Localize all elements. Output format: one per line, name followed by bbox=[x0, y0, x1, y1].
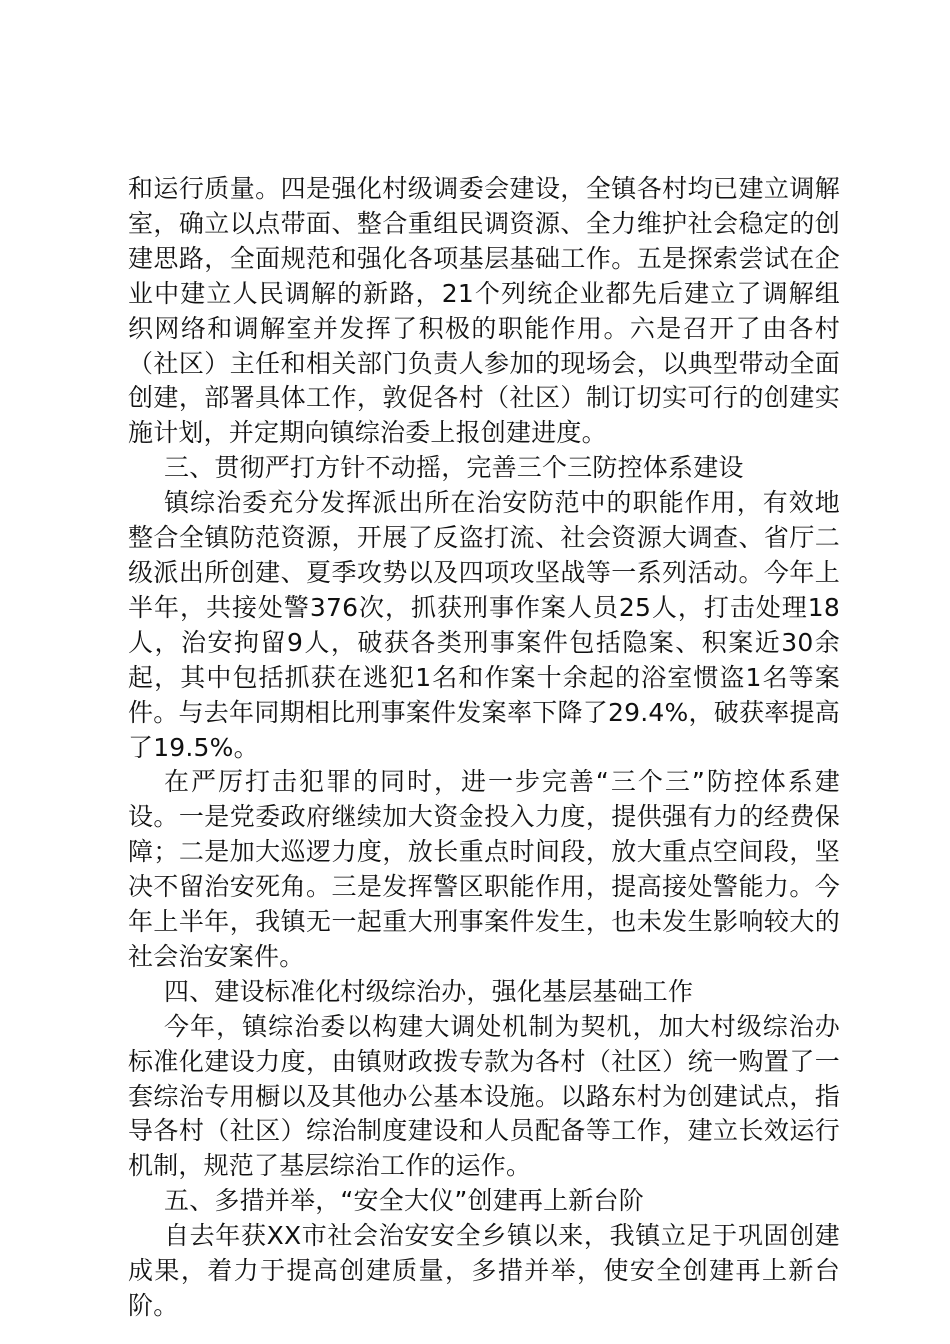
paragraph: 在严厉打击犯罪的同时，进一步完善“三个三”防控体系建设。一是党委政府继续加大资金投入力度，提供强有力的经费保障；二是加大巡逻力度，放长重点时间段，放大重点空间段，坚决不留治安死角。三是发挥警区职能作用，提高接处警能力。今年上半年，我镇无一起重大刑事案件发生，也未发生影响较大的社会治安案件。 bbox=[128, 767, 840, 971]
document-body bbox=[128, 172, 840, 1324]
paragraph: 镇综治委充分发挥派出所在治安防范中的职能作用，有效地整合全镇防范资源，开展了反盗打流、社会资源大调查、省厅二级派出所创建、夏季攻势以及四项攻坚战等一系列活动。今年上半年，共接处警376次，抓获刑事作案人员25人，打击处理18人，治安拘留9人，破获各类刑事案件包括隐案、积案近30余起，其中包括抓获在逃犯1名和作案十余起的浴室惯盗1名等案件。与去年同期相比刑事案件发案率下降了29.4%，破获率提高了19.5%。 bbox=[128, 488, 840, 762]
paragraph: 自去年获XX市社会治安安全乡镇以来，我镇立足于巩固创建成果，着力于提高创建质量，多措并举，使安全创建再上新台阶。 bbox=[128, 1221, 840, 1320]
paragraph-continued: 和运行质量。四是强化村级调委会建设，全镇各村均已建立调解室，确立以点带面、整合重组民调资源、全力维护社会稳定的创建思路，全面规范和强化各项基层基础工作。五是探索尝试在企业中建立人民调解的新路，21个列统企业都先后建立了调解组织网络和调解室并发挥了积极的职能作用。六是召开了由各村（社区）主任和相关部门负责人参加的现场会，以典型带动全面创建，部署具体工作，敦促各村（社区）制订切实可行的创建实施计划，并定期向镇综治委上报创建进度。 bbox=[128, 174, 840, 448]
paragraph: 今年，镇综治委以构建大调处机制为契机，加大村级综治办标准化建设力度，由镇财政拨专款为各村（社区）统一购置了一套综治专用橱以及其他办公基本设施。以路东村为创建试点，指导各村（社区）综治制度建设和人员配备等工作，建立长效运行机制，规范了基层综治工作的运作。 bbox=[128, 1011, 840, 1181]
section-heading-5: 五、多措并举，“安全大仪”创建再上新台阶 bbox=[164, 1186, 644, 1216]
section-heading-3: 三、贯彻严打方针不动摇，完善三个三防控体系建设 bbox=[164, 453, 744, 483]
section-heading-4: 四、建设标准化村级综治办，强化基层基础工作 bbox=[164, 976, 694, 1006]
